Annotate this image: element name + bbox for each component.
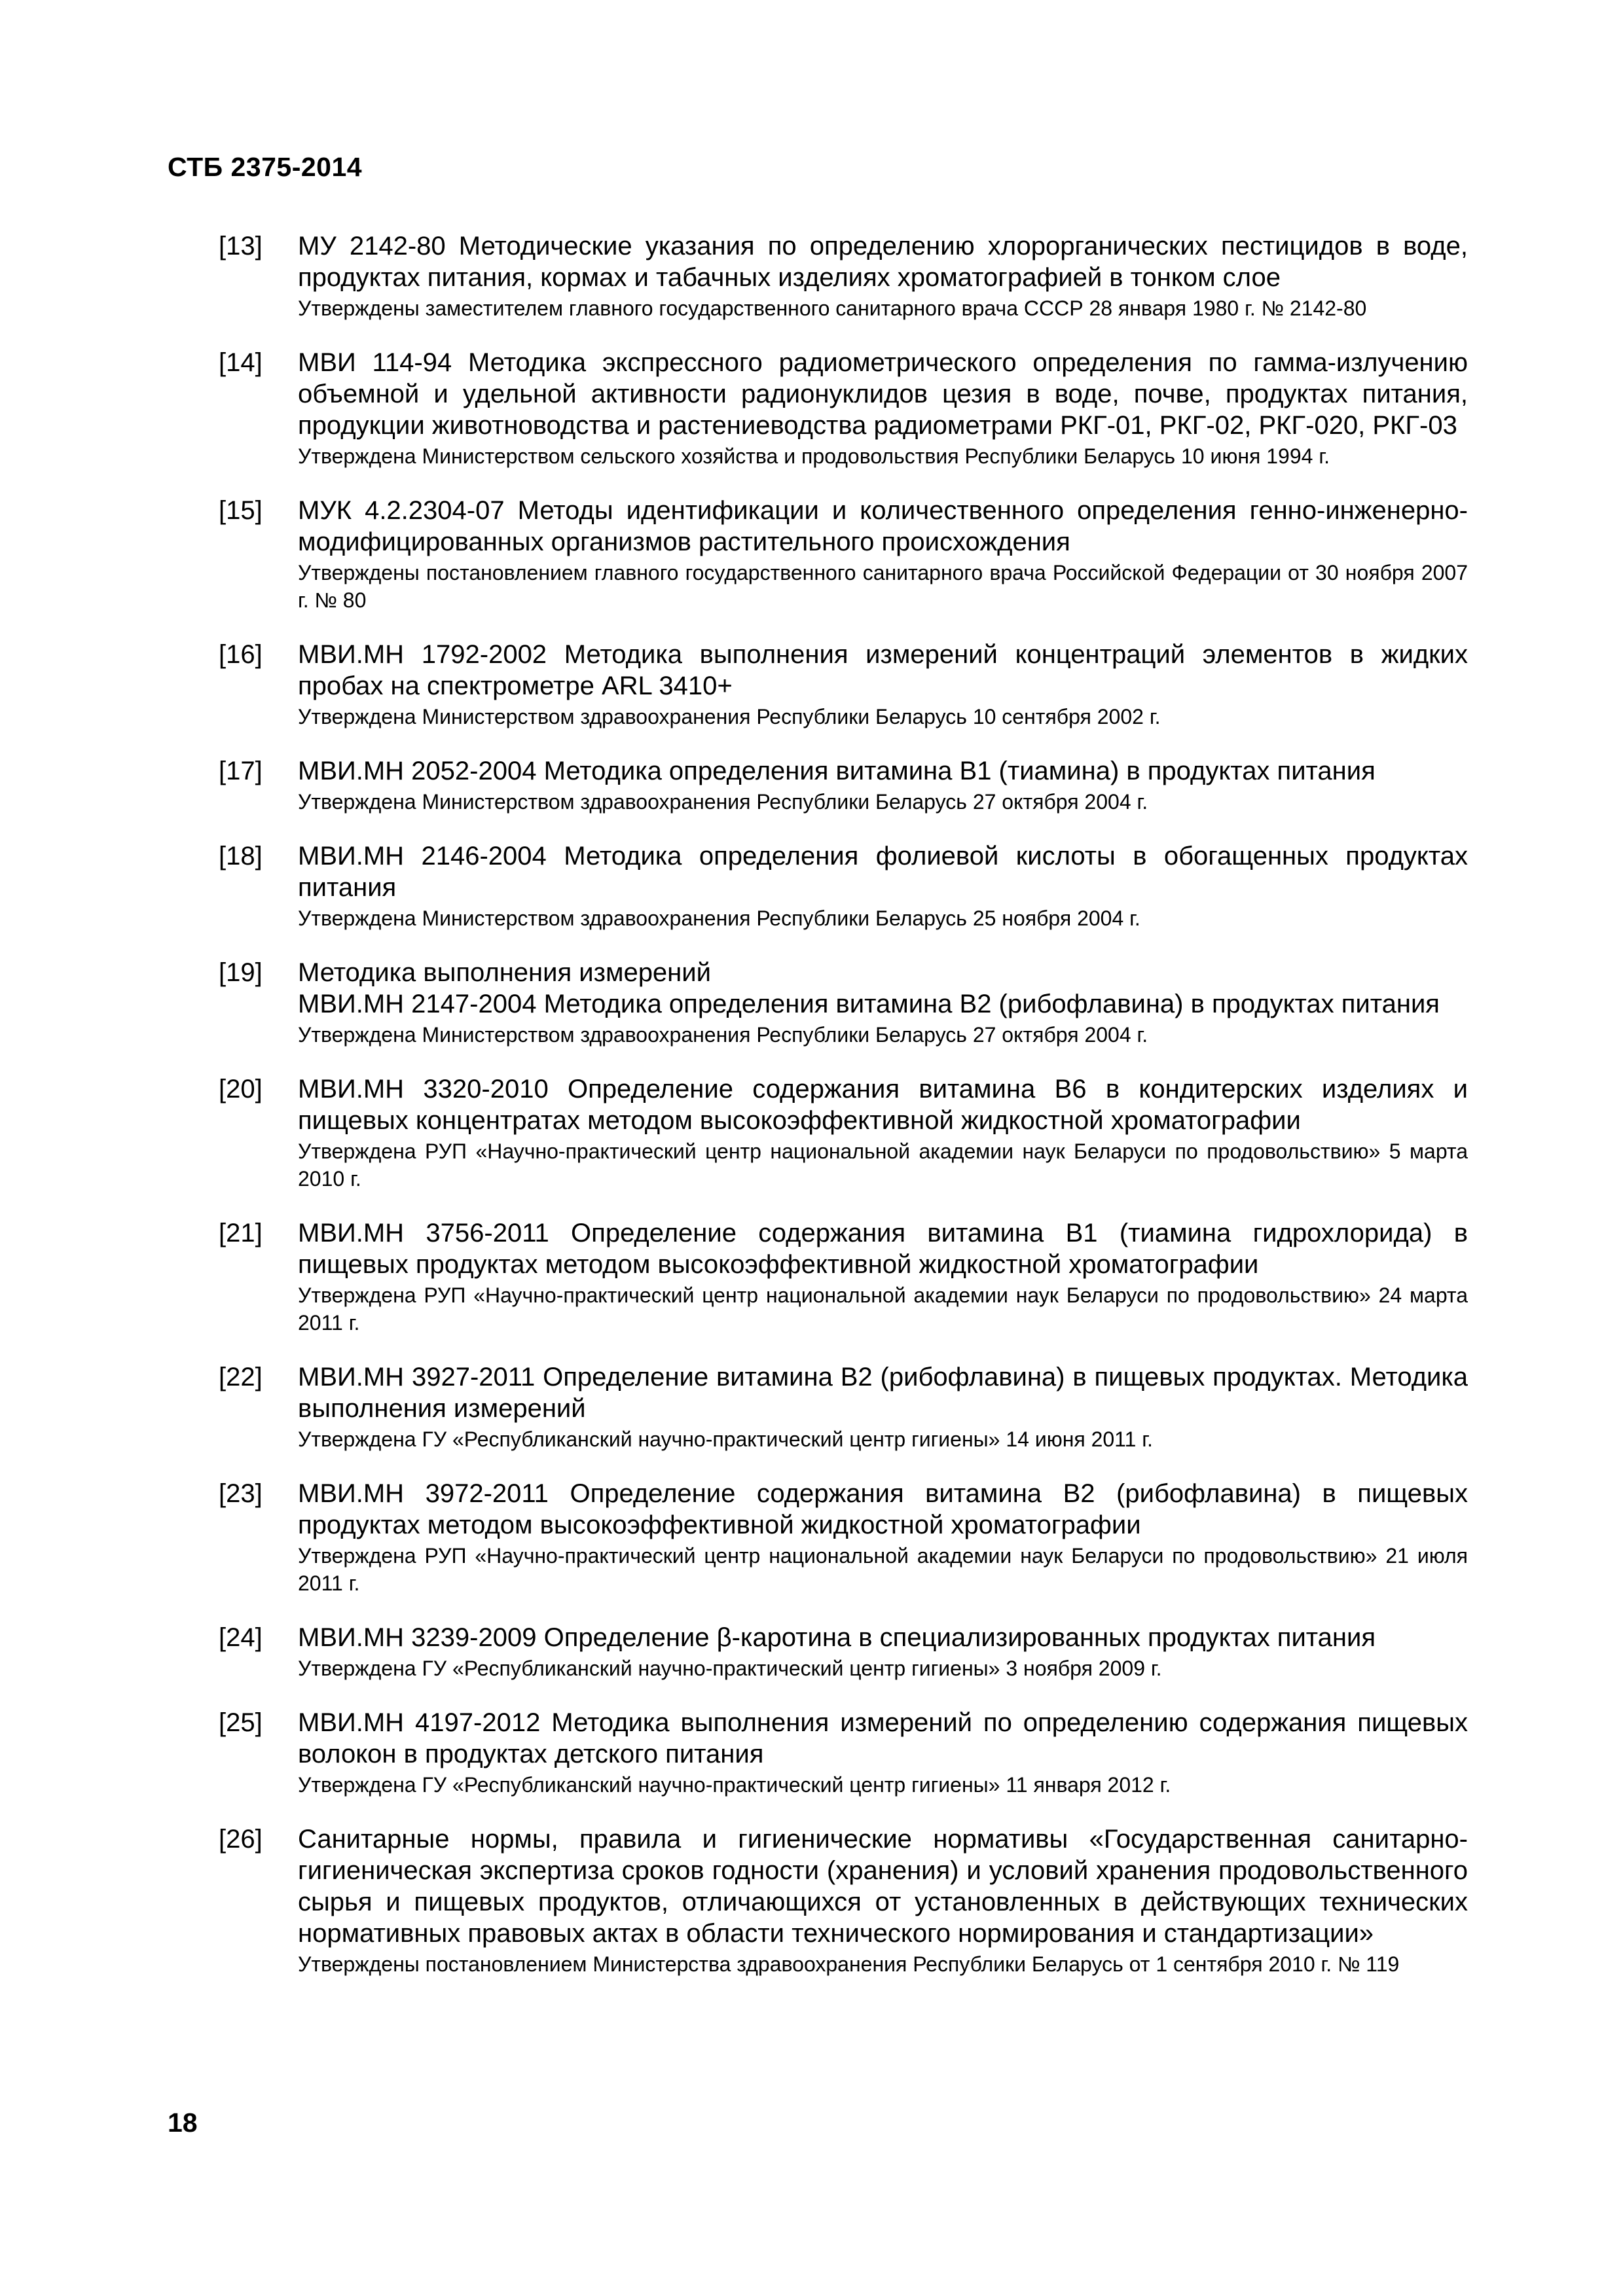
reference-approval-note: Утверждена Министерством здравоохранения Республики Беларусь 27 октября 2004 г. — [298, 790, 1148, 814]
reference-item — [219, 230, 1468, 322]
reference-title: Методика выполнения измерений МВИ.МН 2147-2004 Методика определения витамина В2 (рибофлавина) в продуктах питания — [298, 958, 1440, 1018]
reference-number: [21] — [219, 1219, 263, 1247]
reference-title: МВИ.МН 3239-2009 Определение β-каротина в специализированных продуктах питания — [298, 1623, 1376, 1652]
reference-approval-note: Утверждена Министерством здравоохранения Республики Беларусь 25 ноября 2004 г. — [298, 906, 1140, 930]
reference-approval-note: Утверждена ГУ «Республиканский научно-практический центр гигиены» 14 июня 2011 г. — [298, 1427, 1153, 1451]
reference-item — [219, 840, 1468, 932]
reference-approval-note: Утверждена Министерством здравоохранения Республики Беларусь 10 сентября 2002 г. — [298, 705, 1161, 728]
reference-number: [13] — [219, 232, 263, 260]
reference-approval-note: Утверждены заместителем главного государственного санитарного врача СССР 28 января 1980 г. № 2142-80 — [298, 296, 1367, 320]
reference-item — [219, 755, 1468, 816]
reference-number: [19] — [219, 958, 263, 987]
reference-item — [219, 1823, 1468, 1978]
reference-approval-note: Утверждена Министерством здравоохранения Республики Беларусь 27 октября 2004 г. — [298, 1023, 1148, 1047]
reference-number: [23] — [219, 1479, 263, 1508]
reference-title: МВИ.МН 2146-2004 Методика определения фолиевой кислоты в обогащенных продуктах питания — [298, 842, 1468, 902]
reference-title: МВИ.МН 3972-2011 Определение содержания витамина В2 (рибофлавина) в пищевых продуктах методом высокоэффективной жидкостной хроматографии — [298, 1479, 1468, 1539]
reference-number: [18] — [219, 842, 263, 870]
reference-item — [219, 1622, 1468, 1682]
reference-title: МВИ.МН 3320-2010 Определение содержания витамина В6 в кондитерских изделиях и пищевых концентратах методом высокоэффективной жидкостной хроматографии — [298, 1075, 1468, 1135]
reference-title: МУК 4.2.2304-07 Методы идентификации и количественного определения генно-инженерно-модифицированных организмов растительного происхождения — [298, 496, 1468, 556]
reference-number: [20] — [219, 1075, 263, 1103]
reference-number: [16] — [219, 640, 263, 669]
reference-title: МВИ 114-94 Методика экспрессного радиометрического определения по гамма-излучению объемной и удельной активности радионуклидов цезия в воде, почве, продуктах питания, продукции животноводства и растениеводства радиометрами РКГ-01, РКГ-02, РКГ-020, РКГ-03 — [298, 348, 1468, 440]
reference-item — [219, 495, 1468, 614]
reference-item — [219, 347, 1468, 470]
reference-item — [219, 1707, 1468, 1799]
reference-approval-note: Утверждена РУП «Научно-практический центр национальной академии наук Беларуси по продовольствию» 24 марта 2011 г. — [298, 1283, 1468, 1335]
reference-item — [219, 957, 1468, 1049]
reference-title: МВИ.МН 3927-2011 Определение витамина В2 (рибофлавина) в пищевых продуктах. Методика выполнения измерений — [298, 1363, 1468, 1423]
reference-approval-note: Утверждена РУП «Научно-практический центр национальной академии наук Беларуси по продовольствию» 21 июля 2011 г. — [298, 1544, 1468, 1595]
reference-approval-note: Утверждены постановлением главного государственного санитарного врача Российской Федерации от 30 ноября 2007 г. № 80 — [298, 561, 1468, 612]
reference-title: МВИ.МН 2052-2004 Методика определения витамина В1 (тиамина) в продуктах питания — [298, 757, 1376, 785]
reference-item — [219, 1361, 1468, 1453]
reference-list — [219, 230, 1468, 2003]
reference-number: [25] — [219, 1708, 263, 1737]
reference-number: [17] — [219, 757, 263, 785]
reference-approval-note: Утверждена ГУ «Республиканский научно-практический центр гигиены» 11 января 2012 г. — [298, 1773, 1171, 1797]
reference-item — [219, 1073, 1468, 1193]
page-number: 18 — [168, 2108, 198, 2138]
reference-approval-note: Утверждена ГУ «Республиканский научно-практический центр гигиены» 3 ноября 2009 г. — [298, 1657, 1162, 1680]
reference-number: [22] — [219, 1363, 263, 1391]
reference-number: [24] — [219, 1623, 263, 1652]
reference-number: [15] — [219, 496, 263, 525]
reference-title: МВИ.МН 4197-2012 Методика выполнения измерений по определению содержания пищевых волокон в продуктах детского питания — [298, 1708, 1468, 1768]
reference-approval-note: Утверждена Министерством сельского хозяйства и продовольствия Республики Беларусь 10 июня 1994 г. — [298, 444, 1330, 468]
reference-approval-note: Утверждены постановлением Министерства здравоохранения Республики Беларусь от 1 сентября 2010 г. № 119 — [298, 1952, 1400, 1976]
reference-item — [219, 639, 1468, 730]
reference-approval-note: Утверждена РУП «Научно-практический центр национальной академии наук Беларуси по продовольствию» 5 марта 2010 г. — [298, 1139, 1468, 1191]
reference-title: МУ 2142-80 Методические указания по определению хлорорганических пестицидов в воде, продуктах питания, кормах и табачных изделиях хроматографией в тонком слое — [298, 232, 1468, 292]
reference-title: МВИ.МН 1792-2002 Методика выполнения измерений концентраций элементов в жидких пробах на спектрометре ARL 3410+ — [298, 640, 1468, 700]
document-header: СТБ 2375-2014 — [168, 152, 363, 182]
reference-title: Санитарные нормы, правила и гигиенические нормативы «Государственная санитарно-гигиеническая экспертиза сроков годности (хранения) и условий хранения продовольственного сырья и пищевых продуктов, отличающихся от установленных в действующих технических нормативных правовых актах в области технического нормирования и стандартизации» — [298, 1825, 1468, 1948]
reference-item — [219, 1478, 1468, 1597]
reference-number: [26] — [219, 1825, 263, 1854]
reference-item — [219, 1217, 1468, 1336]
reference-title: МВИ.МН 3756-2011 Определение содержания витамина В1 (тиамина гидрохлорида) в пищевых продуктах методом высокоэффективной жидкостной хроматографии — [298, 1219, 1468, 1279]
reference-number: [14] — [219, 348, 263, 377]
